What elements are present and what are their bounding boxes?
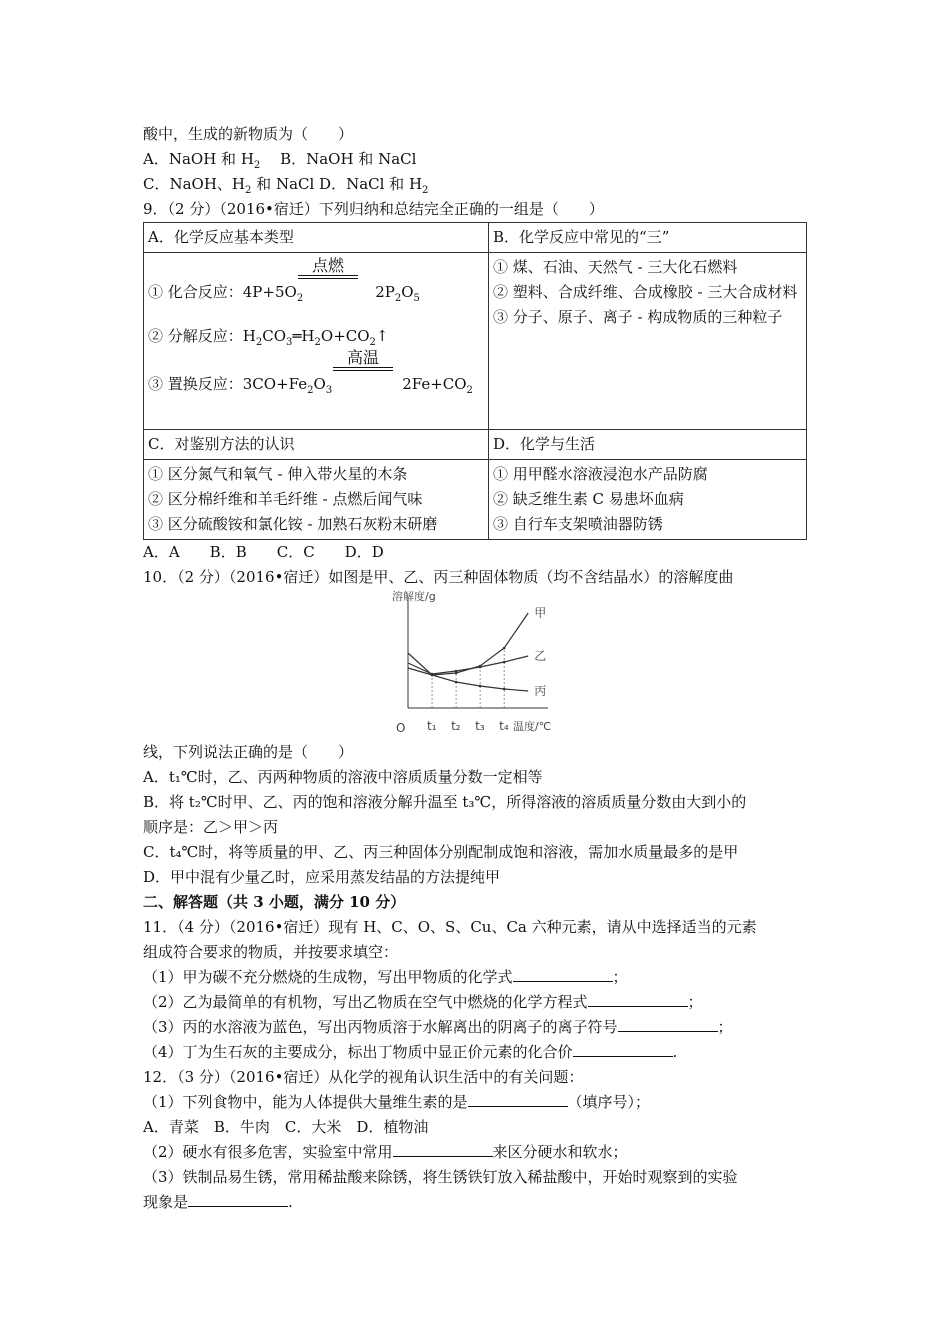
x-axis-label: 温度/℃ — [513, 720, 552, 733]
q11-part-4: （4）丁为生石灰的主要成分，标出丁物质中显正价元素的化合价 . — [143, 1040, 808, 1065]
data-point — [455, 670, 458, 673]
q11-part-3: （3）丙的水溶液为蓝色，写出丙物质溶于水解离出的阴离子的离子符号 ； — [143, 1015, 808, 1040]
q8-options-cd: C．NaOH、$H_2$ 和 NaCl D．NaCl 和 $H_2$ — [143, 175, 429, 196]
q8-options-ab: A．NaOH 和 $H_2$ B．NaOH 和 NaCl — [143, 150, 417, 171]
x-tick-label: t₄ — [499, 719, 509, 733]
y-axis-label: 溶解度/g — [392, 590, 436, 603]
q12-part-3-cont: 现象是 . — [143, 1190, 808, 1215]
q10-stem-cont: 线，下列说法正确的是（ ） — [143, 743, 354, 761]
x-tick-label: t₃ — [475, 719, 485, 733]
q10-option-a: A．t₁℃时，乙、丙两种物质的溶液中溶质质量分数一定相等 — [143, 768, 543, 786]
q12-stem: 12．（3 分）（2016•宿迁）从化学的视角认识生活中的有关问题： — [143, 1068, 584, 1086]
q9-stem: 9．（2 分）（2016•宿迁）下列归纳和总结完全正确的一组是（ ） — [143, 200, 604, 218]
q9-a-item-2: ② 分解反应：$H_2CO_3═H_2O+CO_2↑$ — [148, 327, 389, 348]
series-line — [408, 653, 528, 691]
q8-option-c: C．NaOH、H — [143, 175, 246, 193]
solubility-chart-svg — [353, 590, 563, 740]
q9-b-item-3: ③ 分子、原子、离子 - 构成物质的三种粒子 — [493, 308, 783, 326]
q9-b-item-1: ① 煤、石油、天然气 - 三大化石燃料 — [493, 258, 738, 276]
q11-stem: 11．（4 分）（2016•宿迁）现有 H、C、O、S、Cu、Ca 六种元素，请从中选择适当的元素 — [143, 918, 757, 936]
answer-blank[interactable] — [188, 1190, 288, 1207]
q12-part-3: （3）铁制品易生锈，常用稀盐酸来除锈，将生锈铁钉放入稀盐酸中，开始时观察到的实验 — [143, 1168, 738, 1186]
answer-blank[interactable] — [513, 965, 613, 982]
q9-cell-d-body — [489, 460, 807, 540]
series-label: 乙 — [534, 649, 547, 663]
q9-c-item-1: ① 区分氮气和氧气 - 伸入带火星的木条 — [148, 465, 408, 483]
q11-part-2: （2）乙为最简单的有机物，写出乙物质在空气中燃烧的化学方程式 ； — [143, 990, 808, 1015]
q9-d-item-2: ② 缺乏维生素 C 易患坏血病 — [493, 490, 684, 508]
series-line — [408, 656, 528, 674]
page-body — [143, 122, 808, 1215]
q9-d-item-3: ③ 自行车支架喷油器防锈 — [493, 515, 663, 533]
data-point — [503, 688, 506, 691]
series-label: 甲 — [534, 606, 547, 620]
q9-table — [143, 222, 807, 540]
q9-cell-c-title: C．对鉴别方法的认识 — [144, 430, 489, 460]
q10-option-c: C．t₄℃时，将等质量的甲、乙、丙三种固体分别配制成饱和溶液，需加水质量最多的是甲 — [143, 843, 739, 861]
q9-cell-b-title: B．化学反应中常见的“三” — [489, 223, 807, 253]
q11-stem-cont: 组成符合要求的物质，并按要求填空： — [143, 943, 399, 961]
q10-option-b-cont: 顺序是：乙＞甲＞丙 — [143, 818, 279, 836]
x-tick-label: t₁ — [427, 719, 437, 733]
origin-label: O — [396, 721, 406, 735]
condition-high-temp: 高温 — [333, 349, 393, 371]
answer-blank[interactable] — [573, 1040, 673, 1057]
x-tick-label: t₂ — [451, 719, 461, 733]
data-point — [479, 685, 482, 688]
data-point — [479, 666, 482, 669]
solubility-chart — [353, 590, 563, 740]
answer-blank[interactable] — [618, 1015, 718, 1032]
q10-option-d: D．甲中混有少量乙时，应采用蒸发结晶的方法提纯甲 — [143, 868, 501, 886]
answer-blank[interactable] — [468, 1090, 568, 1107]
q8-option-a: A．NaOH 和 H — [143, 150, 254, 168]
q10-option-b: B．将 t₂℃时甲、乙、丙的饱和溶液分解升温至 t₃℃，所得溶液的溶质质量分数由大到小的 — [143, 793, 747, 811]
q9-b-item-2: ② 塑料、合成纤维、合成橡胶 - 三大合成材料 — [493, 283, 798, 301]
data-point — [503, 661, 506, 664]
q11-part-1: （1）甲为碳不充分燃烧的生成物，写出甲物质的化学式 ； — [143, 965, 808, 990]
q9-cell-d-title: D．化学与生活 — [489, 430, 807, 460]
q9-c-item-2: ② 区分棉纤维和羊毛纤维 - 点燃后闻气味 — [148, 490, 423, 508]
series-line — [408, 613, 528, 675]
data-point — [503, 647, 506, 650]
data-point — [455, 681, 458, 684]
q12-part-1: （1）下列食物中，能为人体提供大量维生素的是 （填序号）； — [143, 1090, 808, 1115]
q9-cell-c-body — [144, 460, 489, 540]
series-label: 丙 — [534, 684, 547, 698]
answer-blank[interactable] — [393, 1140, 493, 1157]
q9-a-item-3: ③ 置换反应：$3CO+Fe_2O_3$ $2Fe+CO_2$ — [148, 375, 473, 396]
q8-option-cd: 和 NaCl D．NaCl 和 H — [256, 175, 423, 193]
q9-d-item-1: ① 用甲醛水溶液浸泡水产品防腐 — [493, 465, 708, 483]
section-2-heading: 二、解答题（共 3 小题，满分 10 分） — [143, 893, 406, 911]
q10-stem: 10．（2 分）（2016•宿迁）如图是甲、乙、丙三种固体物质（均不含结晶水）的溶解度曲 — [143, 568, 734, 586]
q9-cell-b-body — [489, 253, 807, 430]
condition-ignite: 点燃 — [298, 257, 358, 279]
q9-c-item-3: ③ 区分硫酸铵和氯化铵 - 加熟石灰粉末研磨 — [148, 515, 438, 533]
q9-cell-a-title: A．化学反应基本类型 — [144, 223, 489, 253]
q9-a-item-1: ① 化合反应：$4P+5O_2$ $2P_2O_5$ — [148, 283, 420, 304]
answer-blank[interactable] — [588, 990, 688, 1007]
q9-cell-a-body — [144, 253, 489, 430]
q8-option-b: B．NaOH 和 NaCl — [280, 150, 417, 168]
q12-options: A．青菜 B．牛肉 C．大米 D．植物油 — [143, 1118, 429, 1136]
q8-tail: 酸中，生成的新物质为（ ） — [143, 125, 354, 143]
q12-part-2: （2）硬水有很多危害，实验室中常用 来区分硬水和软水； — [143, 1140, 808, 1165]
data-point — [431, 674, 434, 677]
q9-options: A．A B．B C．C D．D — [143, 543, 384, 561]
